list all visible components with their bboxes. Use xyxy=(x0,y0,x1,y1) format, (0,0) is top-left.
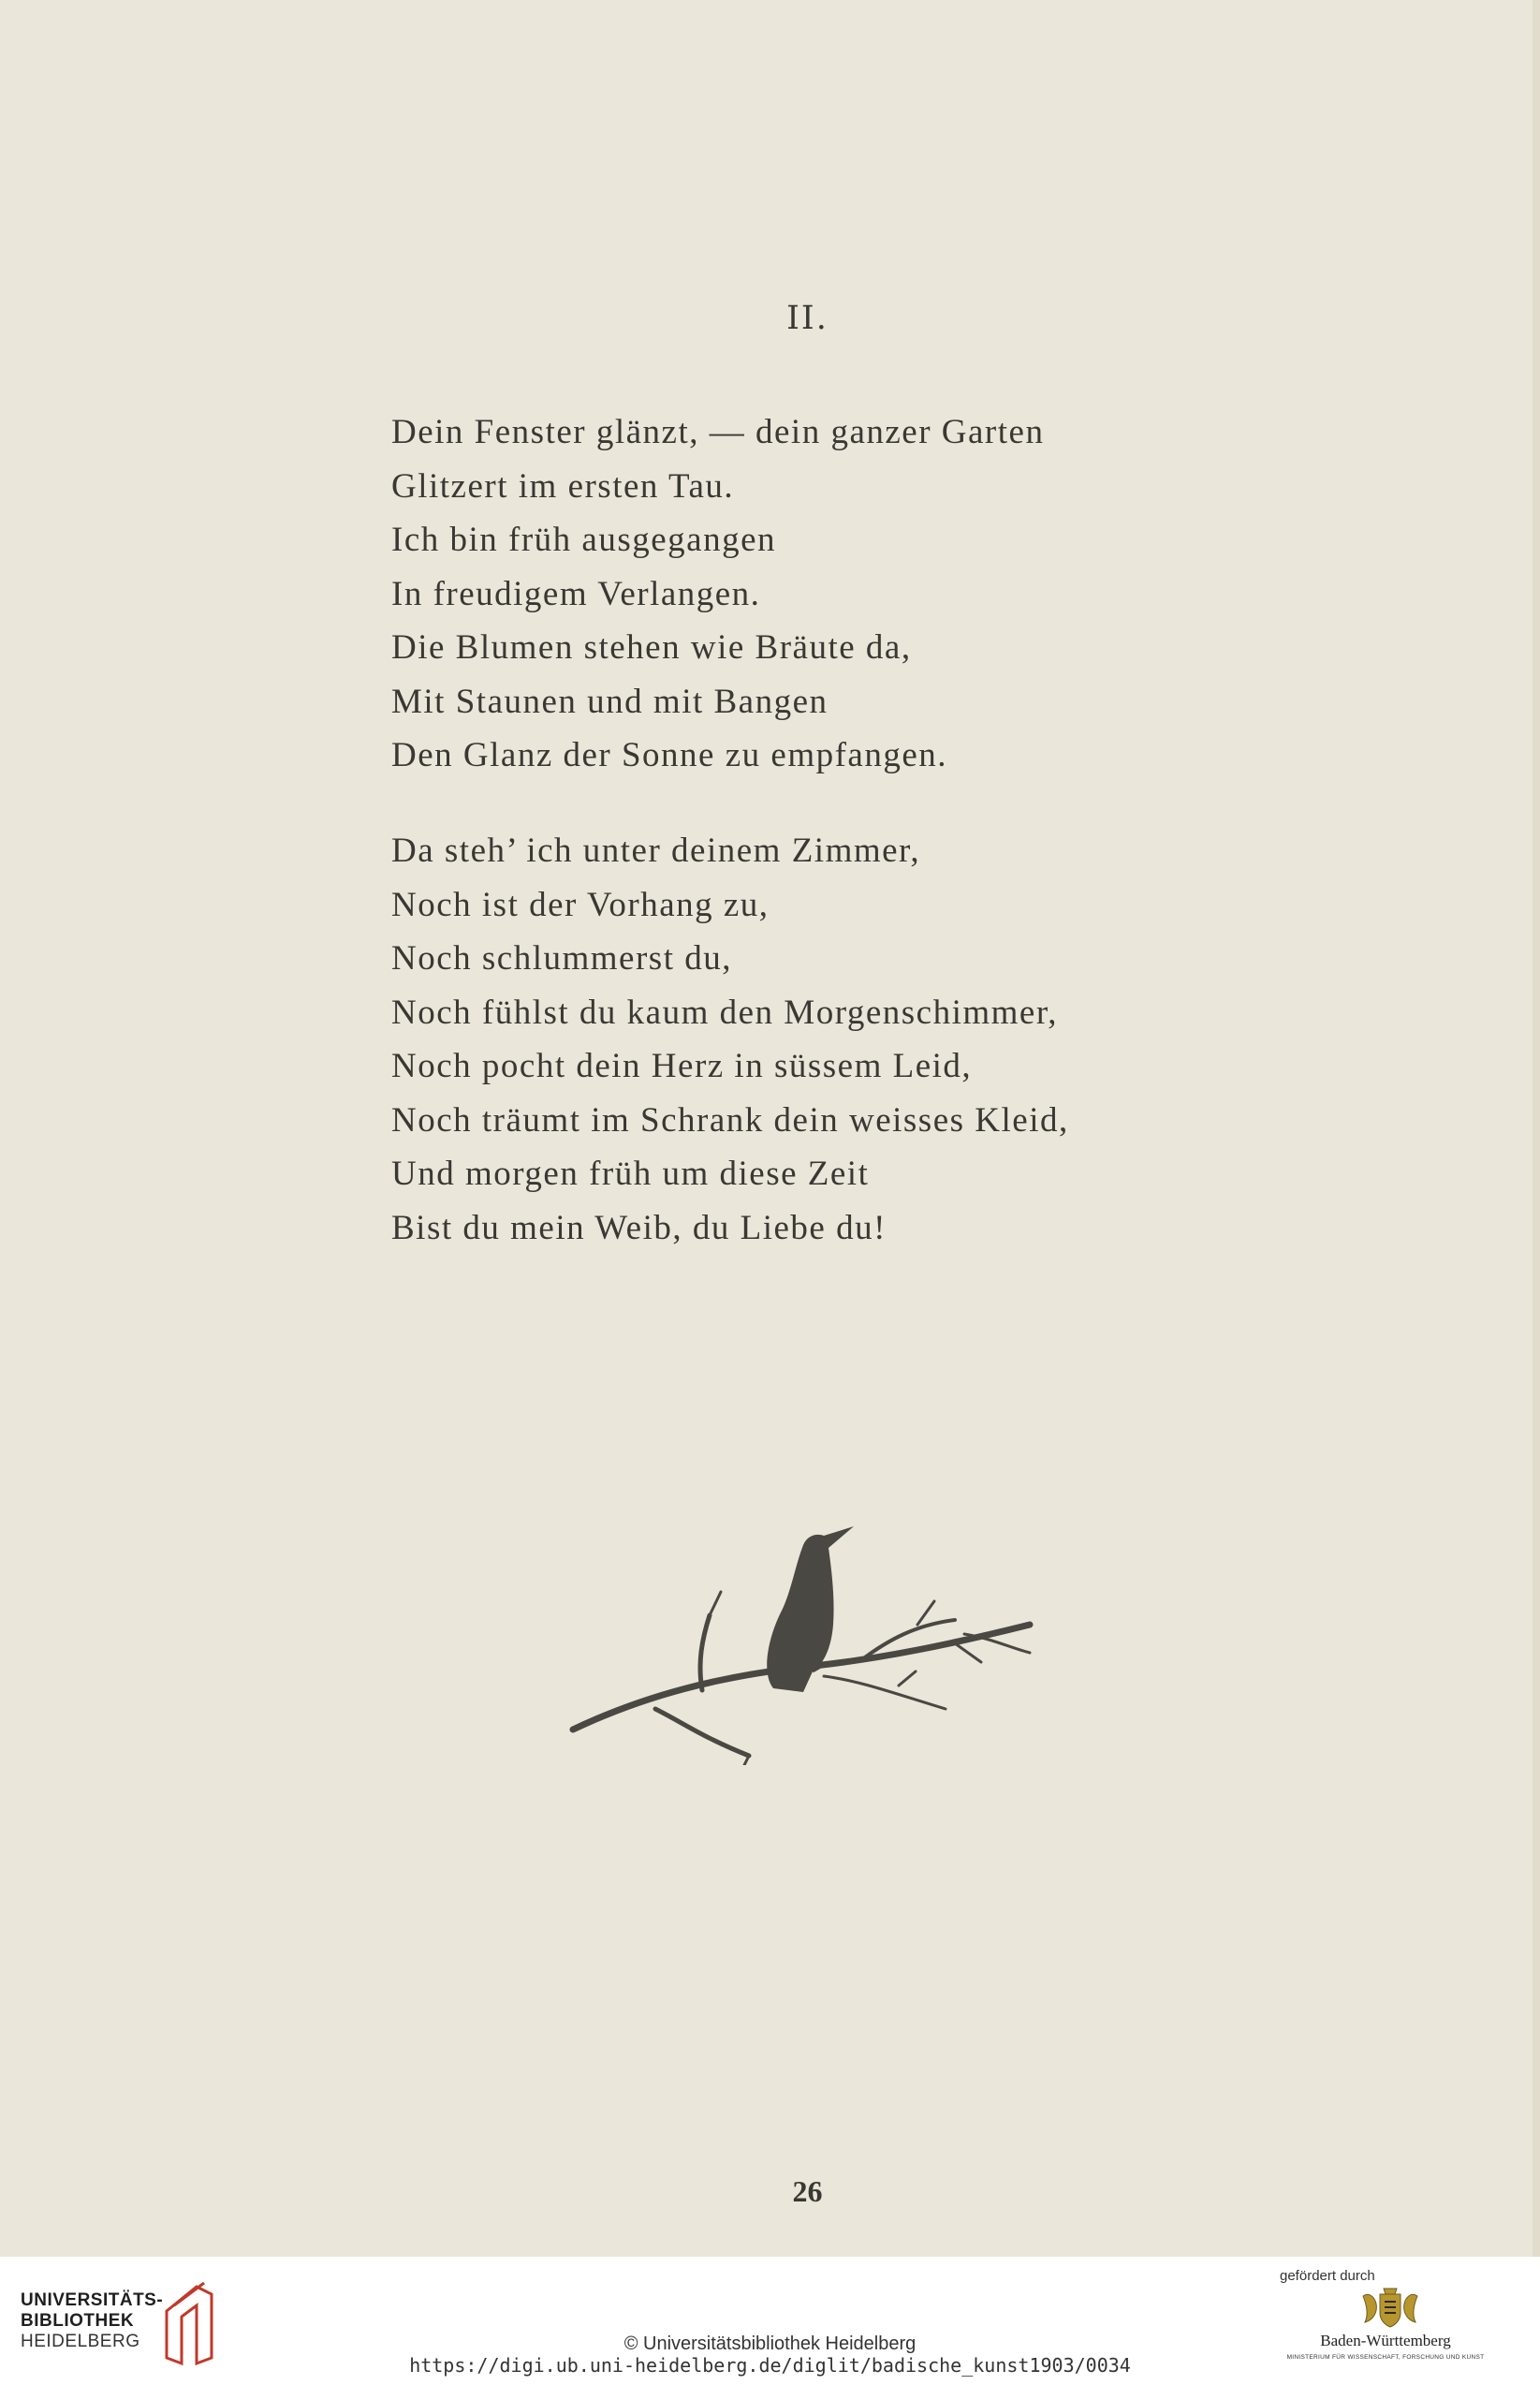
poem-line: Die Blumen stehen wie Bräute da, xyxy=(391,628,912,667)
poem-stanza-2 xyxy=(391,824,1069,1255)
poem-stanza-1 xyxy=(391,405,1044,783)
poem-line: Bist du mein Weib, du Liebe du! xyxy=(391,1208,887,1247)
poem-line: In freudigem Verlangen. xyxy=(391,574,761,613)
section-numeral: II. xyxy=(786,300,829,337)
page-edge xyxy=(1533,0,1540,2257)
library-name-line2: BIBLIOTHEK xyxy=(21,2311,135,2331)
permalink-url[interactable]: https://digi.ub.uni-heidelberg.de/diglit/badische_kunst1903/0034 xyxy=(409,2354,1131,2377)
poem-line: Und morgen früh um diese Zeit xyxy=(391,1155,870,1193)
library-name-line3: HEIDELBERG xyxy=(21,2332,140,2351)
coat-of-arms-icon xyxy=(1357,2287,1423,2330)
copyright-text: © Universitätsbibliothek Heidelberg xyxy=(623,2333,917,2354)
poem-line: Noch schlummerst du, xyxy=(391,939,732,978)
poem-line: Noch träumt im Schrank dein weisses Kleid, xyxy=(391,1100,1069,1140)
poem-line: Noch ist der Vorhang zu, xyxy=(391,885,770,924)
funder-name: Baden-Württemberg xyxy=(1320,2332,1451,2349)
poem-line: Noch fühlst du kaum den Morgenschimmer, xyxy=(391,993,1058,1032)
poem-line: Den Glanz der Sonne zu empfangen. xyxy=(391,736,948,774)
poem-line: Noch pocht dein Herz in süssem Leid, xyxy=(391,1047,973,1085)
funder-ministry: MINISTERIUM FÜR WISSENSCHAFT, FORSCHUNG UND KUNST xyxy=(1286,2354,1485,2361)
funded-by-label: gefördert durch xyxy=(1280,2268,1375,2284)
poem-line: Dein Fenster glänzt, — dein ganzer Garten xyxy=(391,413,1045,451)
library-name-line1: UNIVERSITÄTS- xyxy=(21,2290,164,2310)
footer xyxy=(0,2257,1540,2385)
page-number: 26 xyxy=(792,2174,823,2208)
poem-line: Mit Staunen und mit Bangen xyxy=(391,682,829,721)
poem-line: Glitzert im ersten Tau. xyxy=(391,466,735,506)
bird-on-branch-icon xyxy=(562,1484,1049,1765)
poem-line: Da steh’ ich unter deinem Zimmer, xyxy=(391,832,921,870)
poem-line: Ich bin früh ausgegangen xyxy=(391,521,777,559)
